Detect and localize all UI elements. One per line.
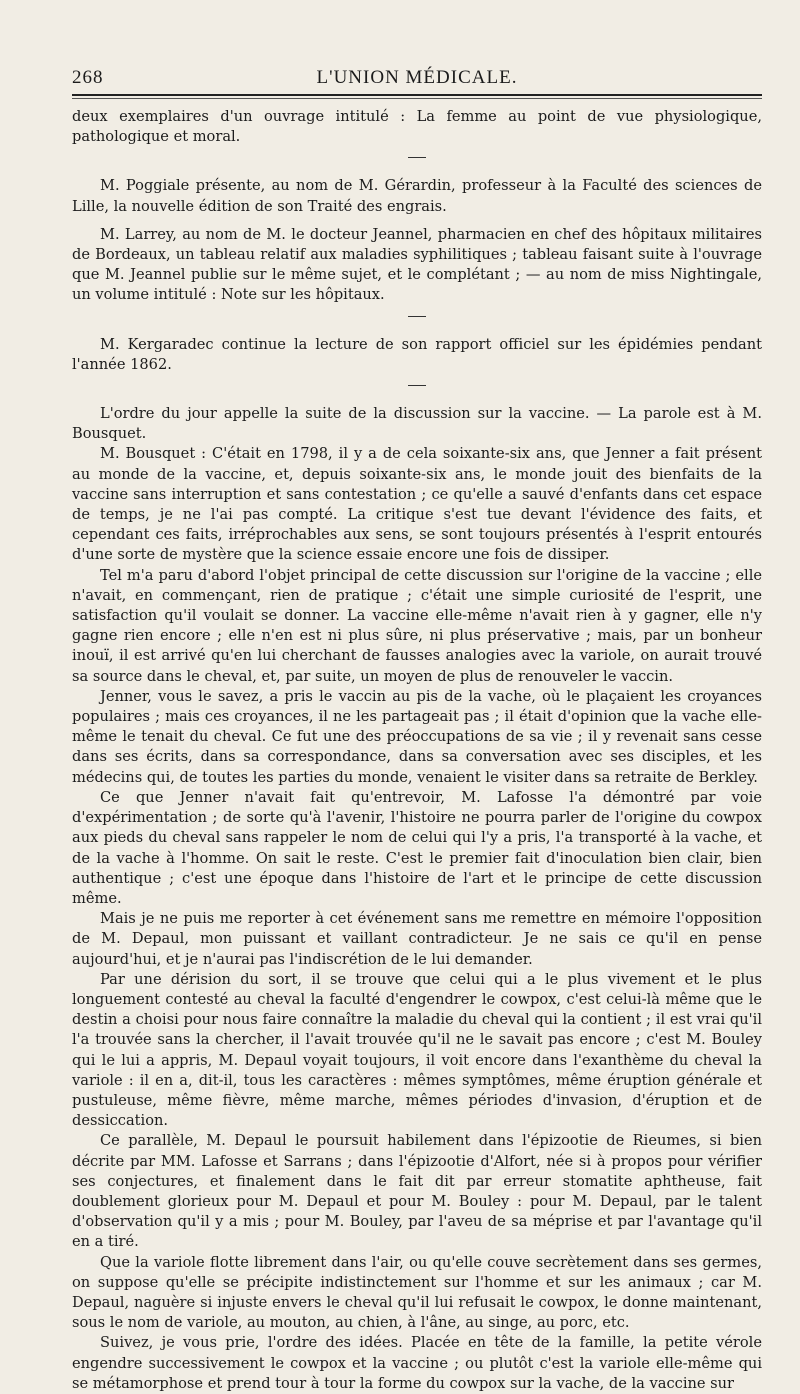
page-number: 268 — [72, 67, 104, 88]
section-separator — [408, 157, 426, 158]
journal-title: L'UNION MÉDICALE. — [316, 67, 518, 88]
paragraph-ordre-du-jour: L'ordre du jour appelle la suite de la discussion sur la vaccine. — La parole est à M. Bousquet. — [72, 405, 762, 443]
paragraph-variole-flotte: Que la variole flotte librement dans l'air, ou qu'elle couve secrètement dans ses germes, on suppose qu'elle se précipite indistinctement sur l'homme et sur les animaux ; car M. Depaul, naguère si injuste envers le cheval qu'il lui refusait le cowpox, le donne maintenant, sous le nom de variole, au mouton, au chien, à l'âne, au singe, au porc, etc. — [72, 1253, 762, 1332]
header-rule-thin — [72, 98, 762, 99]
paragraph-kergaradec: M. Kergaradec continue la lecture de son rapport officiel sur les épidémies pendant l'année 1862. — [72, 335, 762, 373]
header-rule — [72, 94, 762, 96]
paragraph-continuation: deux exemplaires d'un ouvrage intitulé : La femme au point de vue physiologique, pathologique et moral. — [72, 108, 762, 146]
page — [72, 62, 762, 1394]
paragraph-depaul-opposition: Mais je ne puis me reporter à cet événement sans me remettre en mémoire l'opposition de M. Depaul, mon puissant et vaillant contradicteur. Je ne sais ce qu'il en pense aujourd'hui, et je n'aurai pas l'indiscrétion de le lui demander. — [72, 910, 762, 968]
spacer — [72, 217, 762, 225]
section-separator — [408, 385, 426, 386]
paragraph-objet-discussion: Tel m'a paru d'abord l'objet principal de cette discussion sur l'origine de la vaccine ; elle n'avait, en commençant, rien de pratique ; c'était une simple curiosité de l'esprit, une satisfaction qu'il voulait se donner. La vaccine elle-même n'avait rien à y gagner, elle n'y gagne rien encore ; elle n'en est ni plus sûre, ni plus préservative ; mais, par un bonheur inouï, il est arrivé qu'en lui cherchant de fausses analogies avec la variole, on aurait trouvé sa source dans le cheval, et, par suite, un moyen de plus de renouveler le vaccin. — [72, 566, 762, 685]
paragraph-ordre-des-idees: Suivez, je vous prie, l'ordre des idées. Placée en tête de la famille, la petite vérole engendre successivement le cowpox et la vaccine ; ou plutôt c'est la variole elle-même qui se métamorphose et prend tour à tour la forme du cowpox sur la vache, de la vaccine sur — [72, 1334, 762, 1392]
paragraph-jenner: Jenner, vous le savez, a pris le vaccin au pis de la vache, où le plaçaient les croyances populaires ; mais ces croyances, il ne les partageait pas ; il était d'opinion que la vache elle-même le tenait du cheval. Ce fut une des préoccupations de sa vie ; il y revenait sans cesse dans ses écrits, dans sa correspondance, dans sa conversation avec ses disciples, et les médecins qui, de toutes les parties du monde, venaient le visiter dans sa retraite de Berkley. — [72, 687, 762, 786]
paragraph-bousquet-intro: M. Bousquet : C'était en 1798, il y a de cela soixante-six ans, que Jenner a fait présent au monde de la vaccine, et, depuis soixante-six ans, le monde jouit des bienfaits de la vaccine sans interruption et sans contestation ; ce qu'elle a sauvé d'enfants dans cet espace de temps, je ne l'ai pas compté. La critique s'est tue devant l'évidence des faits, et cependant ces faits, irréprochables aux sens, se sont toujours présentés à l'esprit entourés d'une sorte de mystère que la science essaie encore une fois de dissiper. — [72, 445, 762, 564]
paragraph-derision-du-sort: Par une dérision du sort, il se trouve que celui qui a le plus vivement et le plus longuement contesté au cheval la faculté d'engendrer le cowpox, c'est celui-là même que le destin a choisi pour nous faire connaître la maladie du cheval qui la contient ; il est vrai qu'il l'a trouvée sans la chercher, il l'avait trouvée qu'il ne le savait pas encore ; c'est M. Bouley qui le lui a appris, M. Depaul voyait toujours, il voit encore dans l'exanthème du cheval la variole : il en a, dit-il, tous les caractères : mêmes symptômes, même éruption générale et pustuleuse, même fièvre, même marche, mêmes périodes d'invasion, d'éruption et de dessiccation. — [72, 970, 762, 1130]
paragraph-poggiale: M. Poggiale présente, au nom de M. Gérardin, professeur à la Faculté des sciences de Lille, la nouvelle édition de son Traité des engrais. — [72, 177, 762, 215]
paragraph-lafosse: Ce que Jenner n'avait fait qu'entrevoir, M. Lafosse l'a démontré par voie d'expérimentation ; de sorte qu'à l'avenir, l'histoire ne pourra parler de l'origine du cowpox aux pieds du cheval sans rappeler le nom de celui qui l'y a pris, l'a transporté à la vache, et de la vache à l'homme. On sait le reste. C'est le premier fait d'inoculation bien clair, bien authentique ; c'est une époque dans l'histoire de l'art et le principe de cette discussion même. — [72, 788, 762, 907]
running-header — [72, 62, 762, 90]
section-separator — [408, 316, 426, 317]
paragraph-larrey: M. Larrey, au nom de M. le docteur Jeannel, pharmacien en chef des hôpitaux militaires de Bordeaux, un tableau relatif aux maladies syphilitiques ; tableau faisant suite à l'ouvrage que M. Jeannel publie sur le même sujet, et le complétant ; — au nom de miss Nightingale, un volume intitulé : Note sur les hôpitaux. — [72, 225, 762, 304]
paragraph-parallele: Ce parallèle, M. Depaul le poursuit habilement dans l'épizootie de Rieumes, si bien décrite par MM. Lafosse et Sarrans ; dans l'épizootie d'Alfort, née si à propos pour vérifier ses conjectures, et finalement dans le fait dit par erreur stomatite aphtheuse, fait doublement glorieux pour M. Depaul et pour M. Bouley : pour M. Depaul, par le talent d'observation qu'il y a mis ; pour M. Bouley, par l'aveu de sa méprise et par l'avantage qu'il en a tiré. — [72, 1132, 762, 1251]
